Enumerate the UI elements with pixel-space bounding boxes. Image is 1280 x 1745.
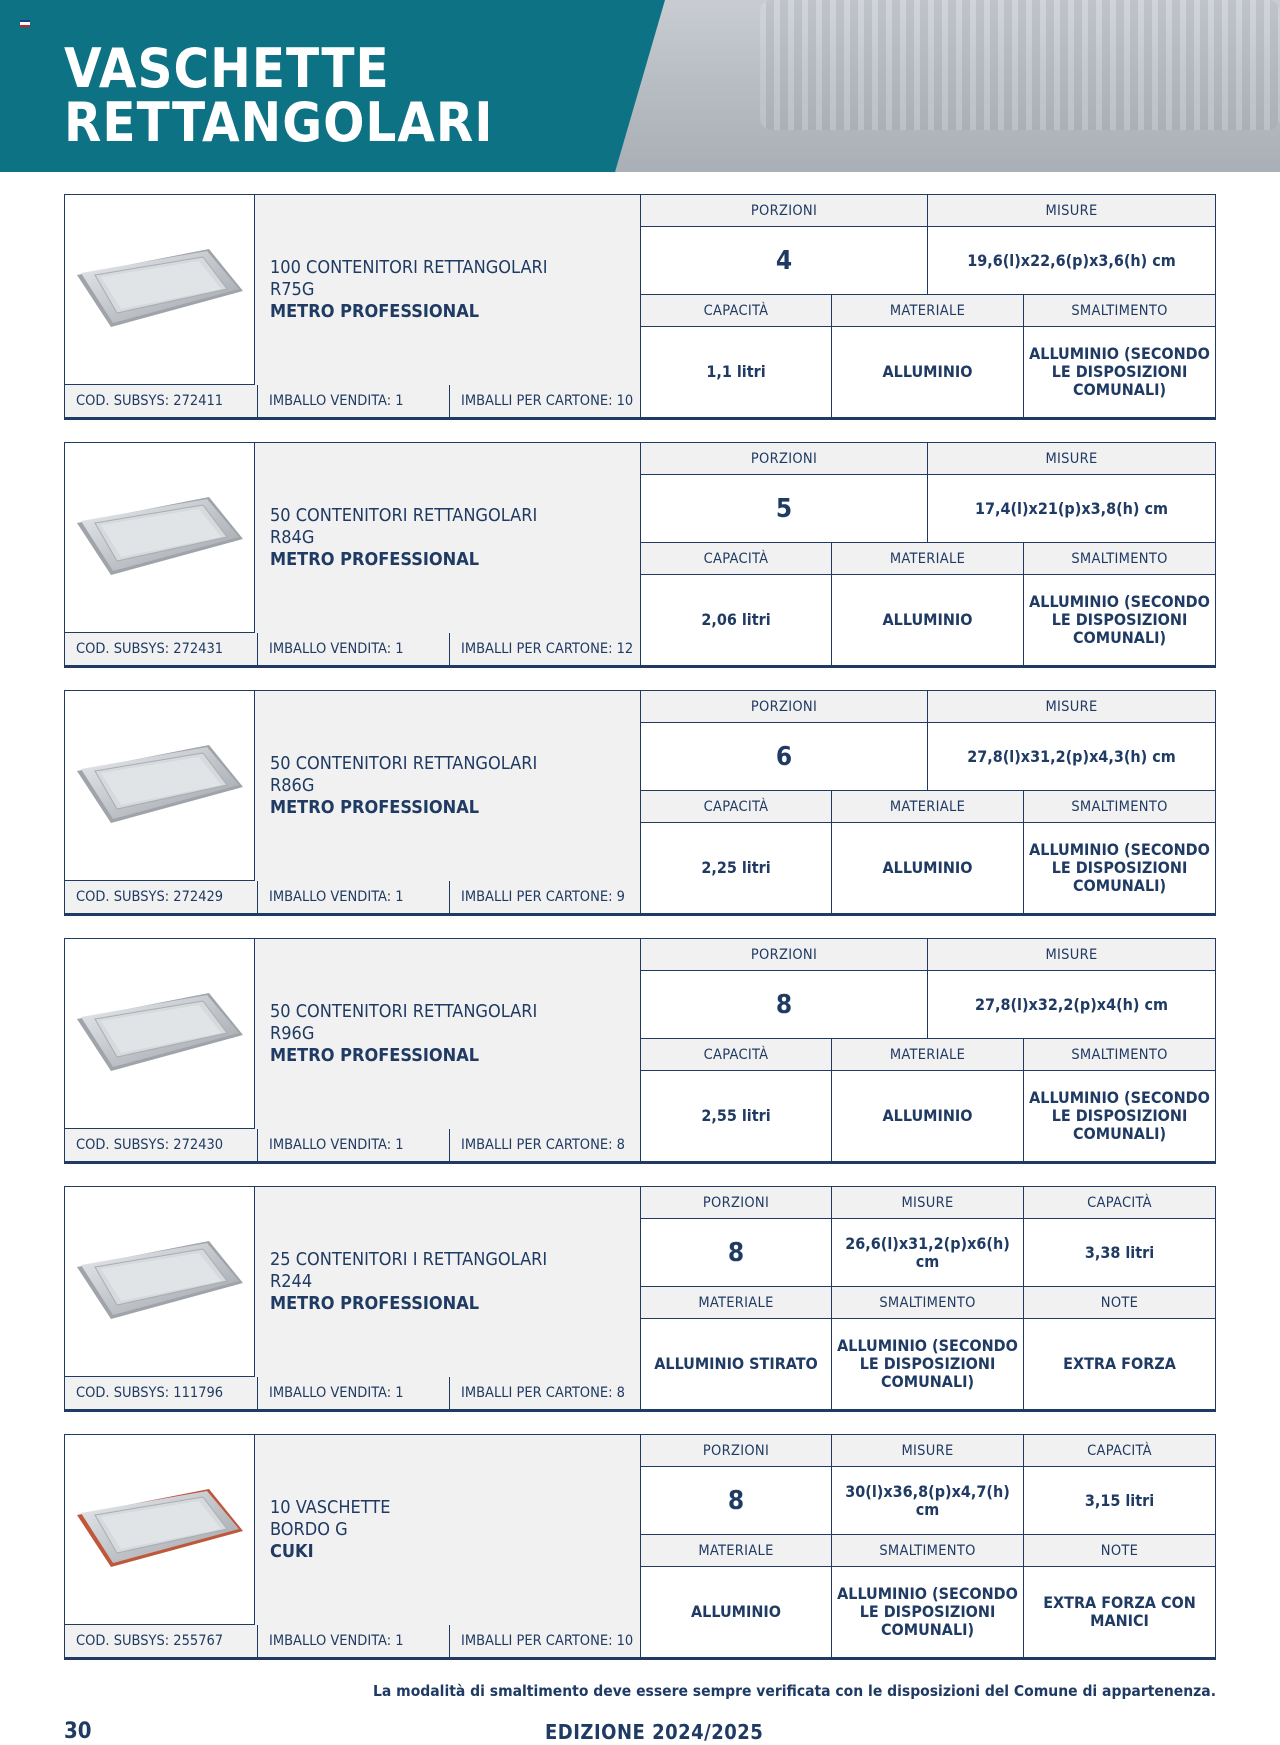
disposal-value: ALLUMINIO (SECONDO LE DISPOSIZIONI COMUNALI) (1024, 327, 1215, 417)
sizes-label: MISURE (928, 443, 1215, 475)
material-value: ALLUMINIO (832, 327, 1024, 417)
edition-label: EDIZIONE 2024/2025 (545, 1720, 764, 1744)
capacity-value: 3,15 litri (1024, 1467, 1215, 1535)
product-description (270, 1249, 630, 1315)
material-label: MATERIALE (641, 1287, 832, 1319)
sizes-label: MISURE (928, 939, 1215, 971)
product-image (65, 443, 255, 633)
product-card (64, 194, 1216, 420)
product-card (64, 442, 1216, 668)
capacity-value: 1,1 litri (641, 327, 832, 417)
spec-table (640, 939, 1214, 1161)
portions-label: PORZIONI (641, 195, 928, 227)
material-value: ALLUMINIO (832, 823, 1024, 913)
capacity-value: 2,55 litri (641, 1071, 832, 1161)
product-model: R86G (270, 775, 315, 796)
product-info (65, 443, 640, 665)
product-info (65, 1435, 640, 1657)
portions-value: 8 (641, 1219, 832, 1287)
portions-value: 6 (641, 723, 928, 791)
portions-label: PORZIONI (641, 1187, 832, 1219)
spec-table (640, 195, 1214, 417)
sales-pack: IMBALLO VENDITA: 1 (257, 385, 449, 417)
product-card (64, 938, 1216, 1164)
product-code: COD. SUBSYS: 111796 (76, 1385, 224, 1401)
sizes-value: 27,8(l)x32,2(p)x4(h) cm (928, 971, 1215, 1039)
product-image (65, 1187, 255, 1377)
packs-per-carton: IMBALLI PER CARTONE: 10 (449, 1625, 641, 1657)
product-brand: METRO PROFESSIONAL (270, 301, 480, 322)
page-title-line-2: RETTANGOLARI (64, 91, 494, 154)
disposal-value: ALLUMINIO (SECONDO LE DISPOSIZIONI COMUNALI) (1024, 575, 1215, 665)
sales-pack: IMBALLO VENDITA: 1 (257, 881, 449, 913)
capacity-label: CAPACITÀ (1024, 1187, 1215, 1219)
disposal-label: SMALTIMENTO (1024, 543, 1215, 575)
sales-pack: IMBALLO VENDITA: 1 (257, 1377, 449, 1409)
portions-value: 8 (641, 971, 928, 1039)
product-brand: METRO PROFESSIONAL (270, 797, 480, 818)
page-number: 30 (64, 1719, 92, 1744)
portions-label: PORZIONI (641, 1435, 832, 1467)
sizes-value: 19,6(l)x22,6(p)x3,6(h) cm (928, 227, 1215, 295)
disposal-label: SMALTIMENTO (832, 1535, 1024, 1567)
material-value: ALLUMINIO (832, 1071, 1024, 1161)
product-name: 10 VASCHETTE (270, 1497, 391, 1518)
sizes-label: MISURE (832, 1435, 1024, 1467)
page-header (0, 0, 1280, 172)
notes-label: NOTE (1024, 1535, 1215, 1567)
product-code: COD. SUBSYS: 255767 (76, 1633, 224, 1649)
page-title-line-1: VASCHETTE (64, 37, 390, 100)
material-label: MATERIALE (832, 543, 1024, 575)
page-title (64, 37, 494, 154)
product-model: R96G (270, 1023, 315, 1044)
tray-silver-icon (71, 979, 247, 1079)
product-image (65, 195, 255, 385)
packs-per-carton: IMBALLI PER CARTONE: 9 (449, 881, 641, 913)
disposal-value: ALLUMINIO (SECONDO LE DISPOSIZIONI COMUNALI) (1024, 1071, 1215, 1161)
capacity-value: 2,25 litri (641, 823, 832, 913)
spec-table (640, 1435, 1214, 1657)
notes-value: EXTRA FORZA (1024, 1319, 1215, 1409)
product-description (270, 753, 630, 819)
product-card (64, 1434, 1216, 1660)
disposal-value: ALLUMINIO (SECONDO LE DISPOSIZIONI COMUNALI) (1024, 823, 1215, 913)
packs-per-carton: IMBALLI PER CARTONE: 8 (449, 1377, 641, 1409)
header-photo (560, 0, 1280, 172)
material-label: MATERIALE (832, 1039, 1024, 1071)
product-code: COD. SUBSYS: 272429 (76, 889, 224, 905)
material-label: MATERIALE (641, 1535, 832, 1567)
tray-silver-icon (71, 731, 247, 831)
product-name: 50 CONTENITORI RETTANGOLARI (270, 1001, 538, 1022)
notes-label: NOTE (1024, 1287, 1215, 1319)
product-model: R244 (270, 1271, 313, 1292)
portions-value: 8 (641, 1467, 832, 1535)
disposal-label: SMALTIMENTO (1024, 791, 1215, 823)
sizes-value: 27,8(l)x31,2(p)x4,3(h) cm (928, 723, 1215, 791)
sizes-label: MISURE (832, 1187, 1024, 1219)
disposal-value: ALLUMINIO (SECONDO LE DISPOSIZIONI COMUNALI) (832, 1567, 1024, 1657)
product-description (270, 1497, 630, 1563)
product-brand: METRO PROFESSIONAL (270, 1045, 480, 1066)
product-model: BORDO G (270, 1519, 348, 1540)
product-image (65, 939, 255, 1129)
product-brand: METRO PROFESSIONAL (270, 1293, 480, 1314)
material-label: MATERIALE (832, 295, 1024, 327)
tray-silver-icon (71, 483, 247, 583)
disposal-label: SMALTIMENTO (832, 1287, 1024, 1319)
product-info (65, 1187, 640, 1409)
product-brand: CUKI (270, 1541, 314, 1562)
product-name: 100 CONTENITORI RETTANGOLARI (270, 257, 548, 278)
sizes-value: 26,6(l)x31,2(p)x6(h) cm (832, 1219, 1024, 1287)
product-description (270, 257, 630, 323)
capacity-value: 3,38 litri (1024, 1219, 1215, 1287)
material-label: MATERIALE (832, 791, 1024, 823)
capacity-label: CAPACITÀ (641, 791, 832, 823)
capacity-label: CAPACITÀ (641, 295, 832, 327)
sales-pack: IMBALLO VENDITA: 1 (257, 633, 449, 665)
material-value: ALLUMINIO STIRATO (641, 1319, 832, 1409)
product-info (65, 691, 640, 913)
flag-icon (20, 20, 30, 27)
spec-table (640, 691, 1214, 913)
tray-silver-icon (71, 235, 247, 335)
disposal-label: SMALTIMENTO (1024, 1039, 1215, 1071)
product-code: COD. SUBSYS: 272411 (76, 393, 224, 409)
product-name: 50 CONTENITORI RETTANGOLARI (270, 753, 538, 774)
spec-table (640, 443, 1214, 665)
notes-value: EXTRA FORZA CON MANICI (1024, 1567, 1215, 1657)
product-description (270, 505, 630, 571)
material-value: ALLUMINIO (641, 1567, 832, 1657)
sizes-value: 17,4(l)x21(p)x3,8(h) cm (928, 475, 1215, 543)
product-name: 25 CONTENITORI I RETTANGOLARI (270, 1249, 548, 1270)
sales-pack: IMBALLO VENDITA: 1 (257, 1129, 449, 1161)
packs-per-carton: IMBALLI PER CARTONE: 10 (449, 385, 641, 417)
disposal-value: ALLUMINIO (SECONDO LE DISPOSIZIONI COMUNALI) (832, 1319, 1024, 1409)
tray-copper-icon (71, 1475, 247, 1575)
disposal-label: SMALTIMENTO (1024, 295, 1215, 327)
product-info (65, 195, 640, 417)
product-model: R84G (270, 527, 315, 548)
packs-per-carton: IMBALLI PER CARTONE: 12 (449, 633, 641, 665)
sizes-label: MISURE (928, 691, 1215, 723)
sales-pack: IMBALLO VENDITA: 1 (257, 1625, 449, 1657)
spec-table (640, 1187, 1214, 1409)
product-name: 50 CONTENITORI RETTANGOLARI (270, 505, 538, 526)
material-value: ALLUMINIO (832, 575, 1024, 665)
product-card (64, 690, 1216, 916)
capacity-label: CAPACITÀ (641, 543, 832, 575)
product-image (65, 1435, 255, 1625)
packs-per-carton: IMBALLI PER CARTONE: 8 (449, 1129, 641, 1161)
product-code: COD. SUBSYS: 272431 (76, 641, 224, 657)
capacity-value: 2,06 litri (641, 575, 832, 665)
disposal-note: La modalità di smaltimento deve essere sempre verificata con le disposizioni del Comune di appartenenza. (373, 1682, 1216, 1700)
sizes-label: MISURE (928, 195, 1215, 227)
product-info (65, 939, 640, 1161)
product-description (270, 1001, 630, 1067)
portions-label: PORZIONI (641, 691, 928, 723)
portions-value: 4 (641, 227, 928, 295)
capacity-label: CAPACITÀ (1024, 1435, 1215, 1467)
tray-silver-icon (71, 1227, 247, 1327)
portions-label: PORZIONI (641, 939, 928, 971)
product-model: R75G (270, 279, 315, 300)
portions-value: 5 (641, 475, 928, 543)
product-brand: METRO PROFESSIONAL (270, 549, 480, 570)
product-code: COD. SUBSYS: 272430 (76, 1137, 224, 1153)
product-image (65, 691, 255, 881)
capacity-label: CAPACITÀ (641, 1039, 832, 1071)
product-card (64, 1186, 1216, 1412)
portions-label: PORZIONI (641, 443, 928, 475)
sizes-value: 30(l)x36,8(p)x4,7(h) cm (832, 1467, 1024, 1535)
